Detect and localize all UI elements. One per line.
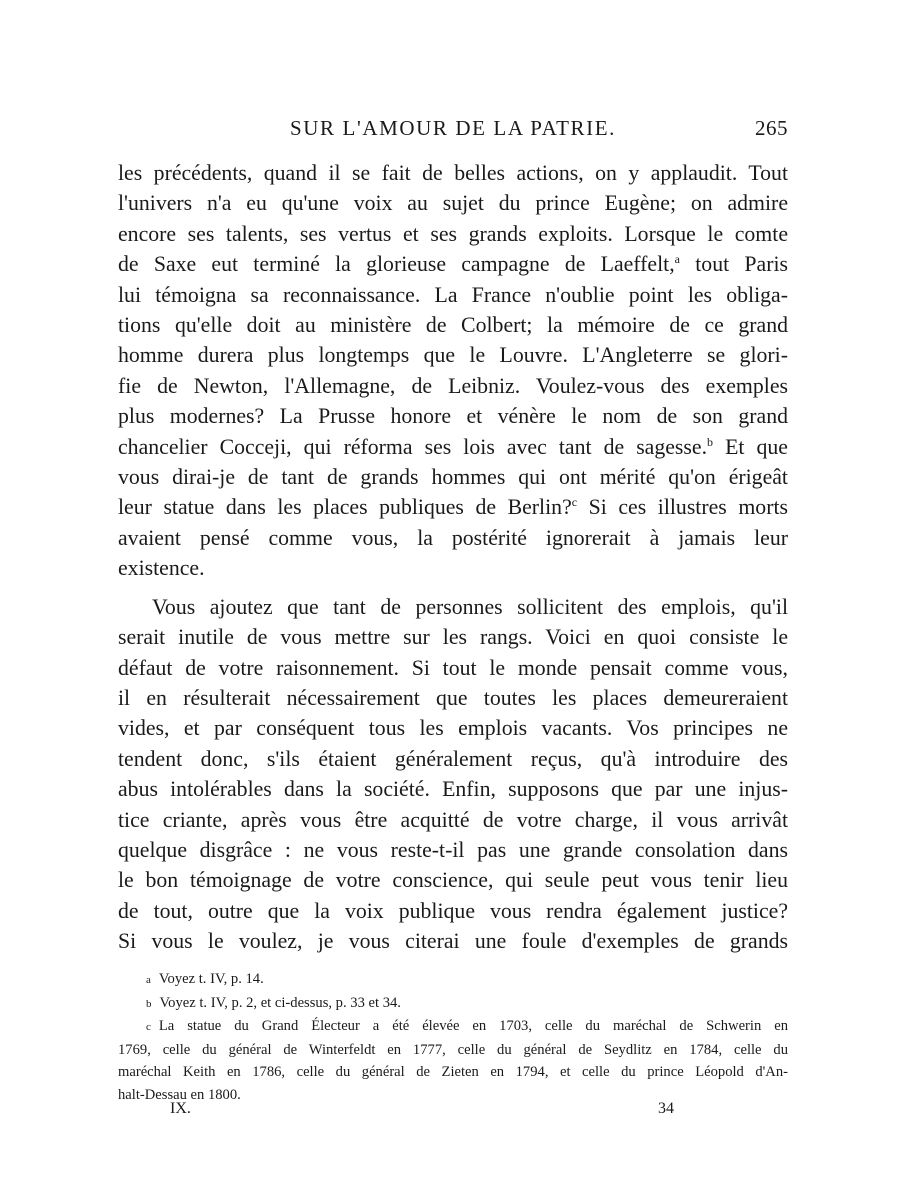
footnote-text: 1769, celle du général de Winterfeldt en 1777, celle du général de Seydlitz en 1784, celle du [118,1041,788,1058]
text-line: plus modernes? La Prusse honore et vénère le nom de son grand [118,404,788,429]
text-line: fie de Newton, l'Allemagne, de Leibniz. Voulez-vous des exemples [118,373,788,398]
footnote-ref-a[interactable]: a [674,252,680,267]
text-line: vides, et par conséquent tous les emplois vacants. Vos principes ne [118,716,788,741]
text-line: les précédents, quand il se fait de belles actions, on y applaudit. Tout [118,161,788,185]
text-line [118,432,788,462]
page-number: 265 [755,116,788,140]
text-line: l'univers n'a eu qu'une voix au sujet du prince Eugène; on admire [118,191,788,216]
volume-number: IX. [170,1100,191,1117]
text-line: quelque disgrâce : ne vous reste-t-il pas une grande consolation dans [118,837,788,862]
printer-signature [118,1100,788,1126]
text-line: le bon témoignage de votre conscience, qui seule peut vous tenir lieu [118,868,788,893]
text-line: serait inutile de vous mettre sur les rangs. Voici en quoi consiste le [118,625,788,650]
footnote-marker: c [146,1021,151,1034]
text-segment: tout Paris [680,252,788,277]
text-line: avaient pensé comme vous, la postérité ignorerait à jamais leur [118,525,788,550]
text-line: Si vous le voulez, je vous citerai une foule d'exemples de grands [118,929,788,954]
text-segment: de Saxe eut terminé la glorieuse campagne de Laeffelt, [118,252,675,277]
running-head [118,116,788,146]
footnote-b [118,992,788,1016]
footnote-text: maréchal Keith en 1786, celle du général de Zieten en 1794, et celle du prince Léopold d'An- [118,1064,788,1081]
text-line: défaut de votre raisonnement. Si tout le monde pensait comme vous, [118,655,788,680]
footnote-a [118,968,788,992]
text-line: tions qu'elle doit au ministère de Colbert; la mémoire de ce grand [118,313,788,338]
footnote-c [118,1015,788,1039]
footnote-text: Voyez t. IV, p. 14. [158,971,264,987]
text-line: de tout, outre que la voix publique vous rendra également justice? [118,898,788,923]
sheet-number: 34 [658,1100,674,1117]
footnote-marker: b [146,997,152,1010]
footnote-text: Voyez t. IV, p. 2, et ci-dessus, p. 33 et 34. [159,994,401,1011]
paragraph-break [118,584,788,592]
text-line [118,492,788,522]
text-line: existence. [118,556,205,581]
text-line: tendent donc, s'ils étaient généralement reçus, qu'à introduire des [118,746,788,771]
text-segment: Et que [713,434,788,459]
text-segment: chancelier Cocceji, qui réforma ses lois avec tant de sagesse. [118,434,708,459]
text-line: homme durera plus longtemps que le Louvre. L'Angleterre se glori- [118,343,788,368]
footnote-text: La statue du Grand Électeur a été élevée en 1703, celle du maréchal de Schwerin en [158,1018,788,1035]
text-line: tice criante, après vous être acquitté de votre charge, il vous arrivât [118,807,788,832]
text-line: lui témoigna sa reconnaissance. La France n'oublie point les obliga- [118,282,788,307]
footnote-marker: a [146,974,151,986]
footnote-ref-c[interactable]: c [571,495,578,510]
footnotes [118,968,788,1107]
footnote-text: halt-Dessau en 1800. [118,1086,241,1103]
running-title: SUR L'AMOUR DE LA PATRIE. [290,116,616,140]
body-text [118,158,788,957]
text-line: vous dirai-je de tant de grands hommes qui ont mérité qu'on érigeât [118,465,788,490]
text-line: il en résulterait nécessairement que toutes les places demeureraient [118,685,788,710]
text-segment: Si ces illustres morts [577,495,788,520]
text-line: abus intolérables dans la société. Enfin, supposons que par une injus- [118,777,788,802]
text-line: encore ses talents, ses vertus et ses grands exploits. Lorsque le comte [118,221,788,246]
text-line: Vous ajoutez que tant de personnes sollicitent des emplois, qu'il [152,594,788,619]
text-line [118,249,788,279]
footnote-ref-b[interactable]: b [707,434,714,449]
text-segment: leur statue dans les places publiques de Berlin? [118,495,572,520]
